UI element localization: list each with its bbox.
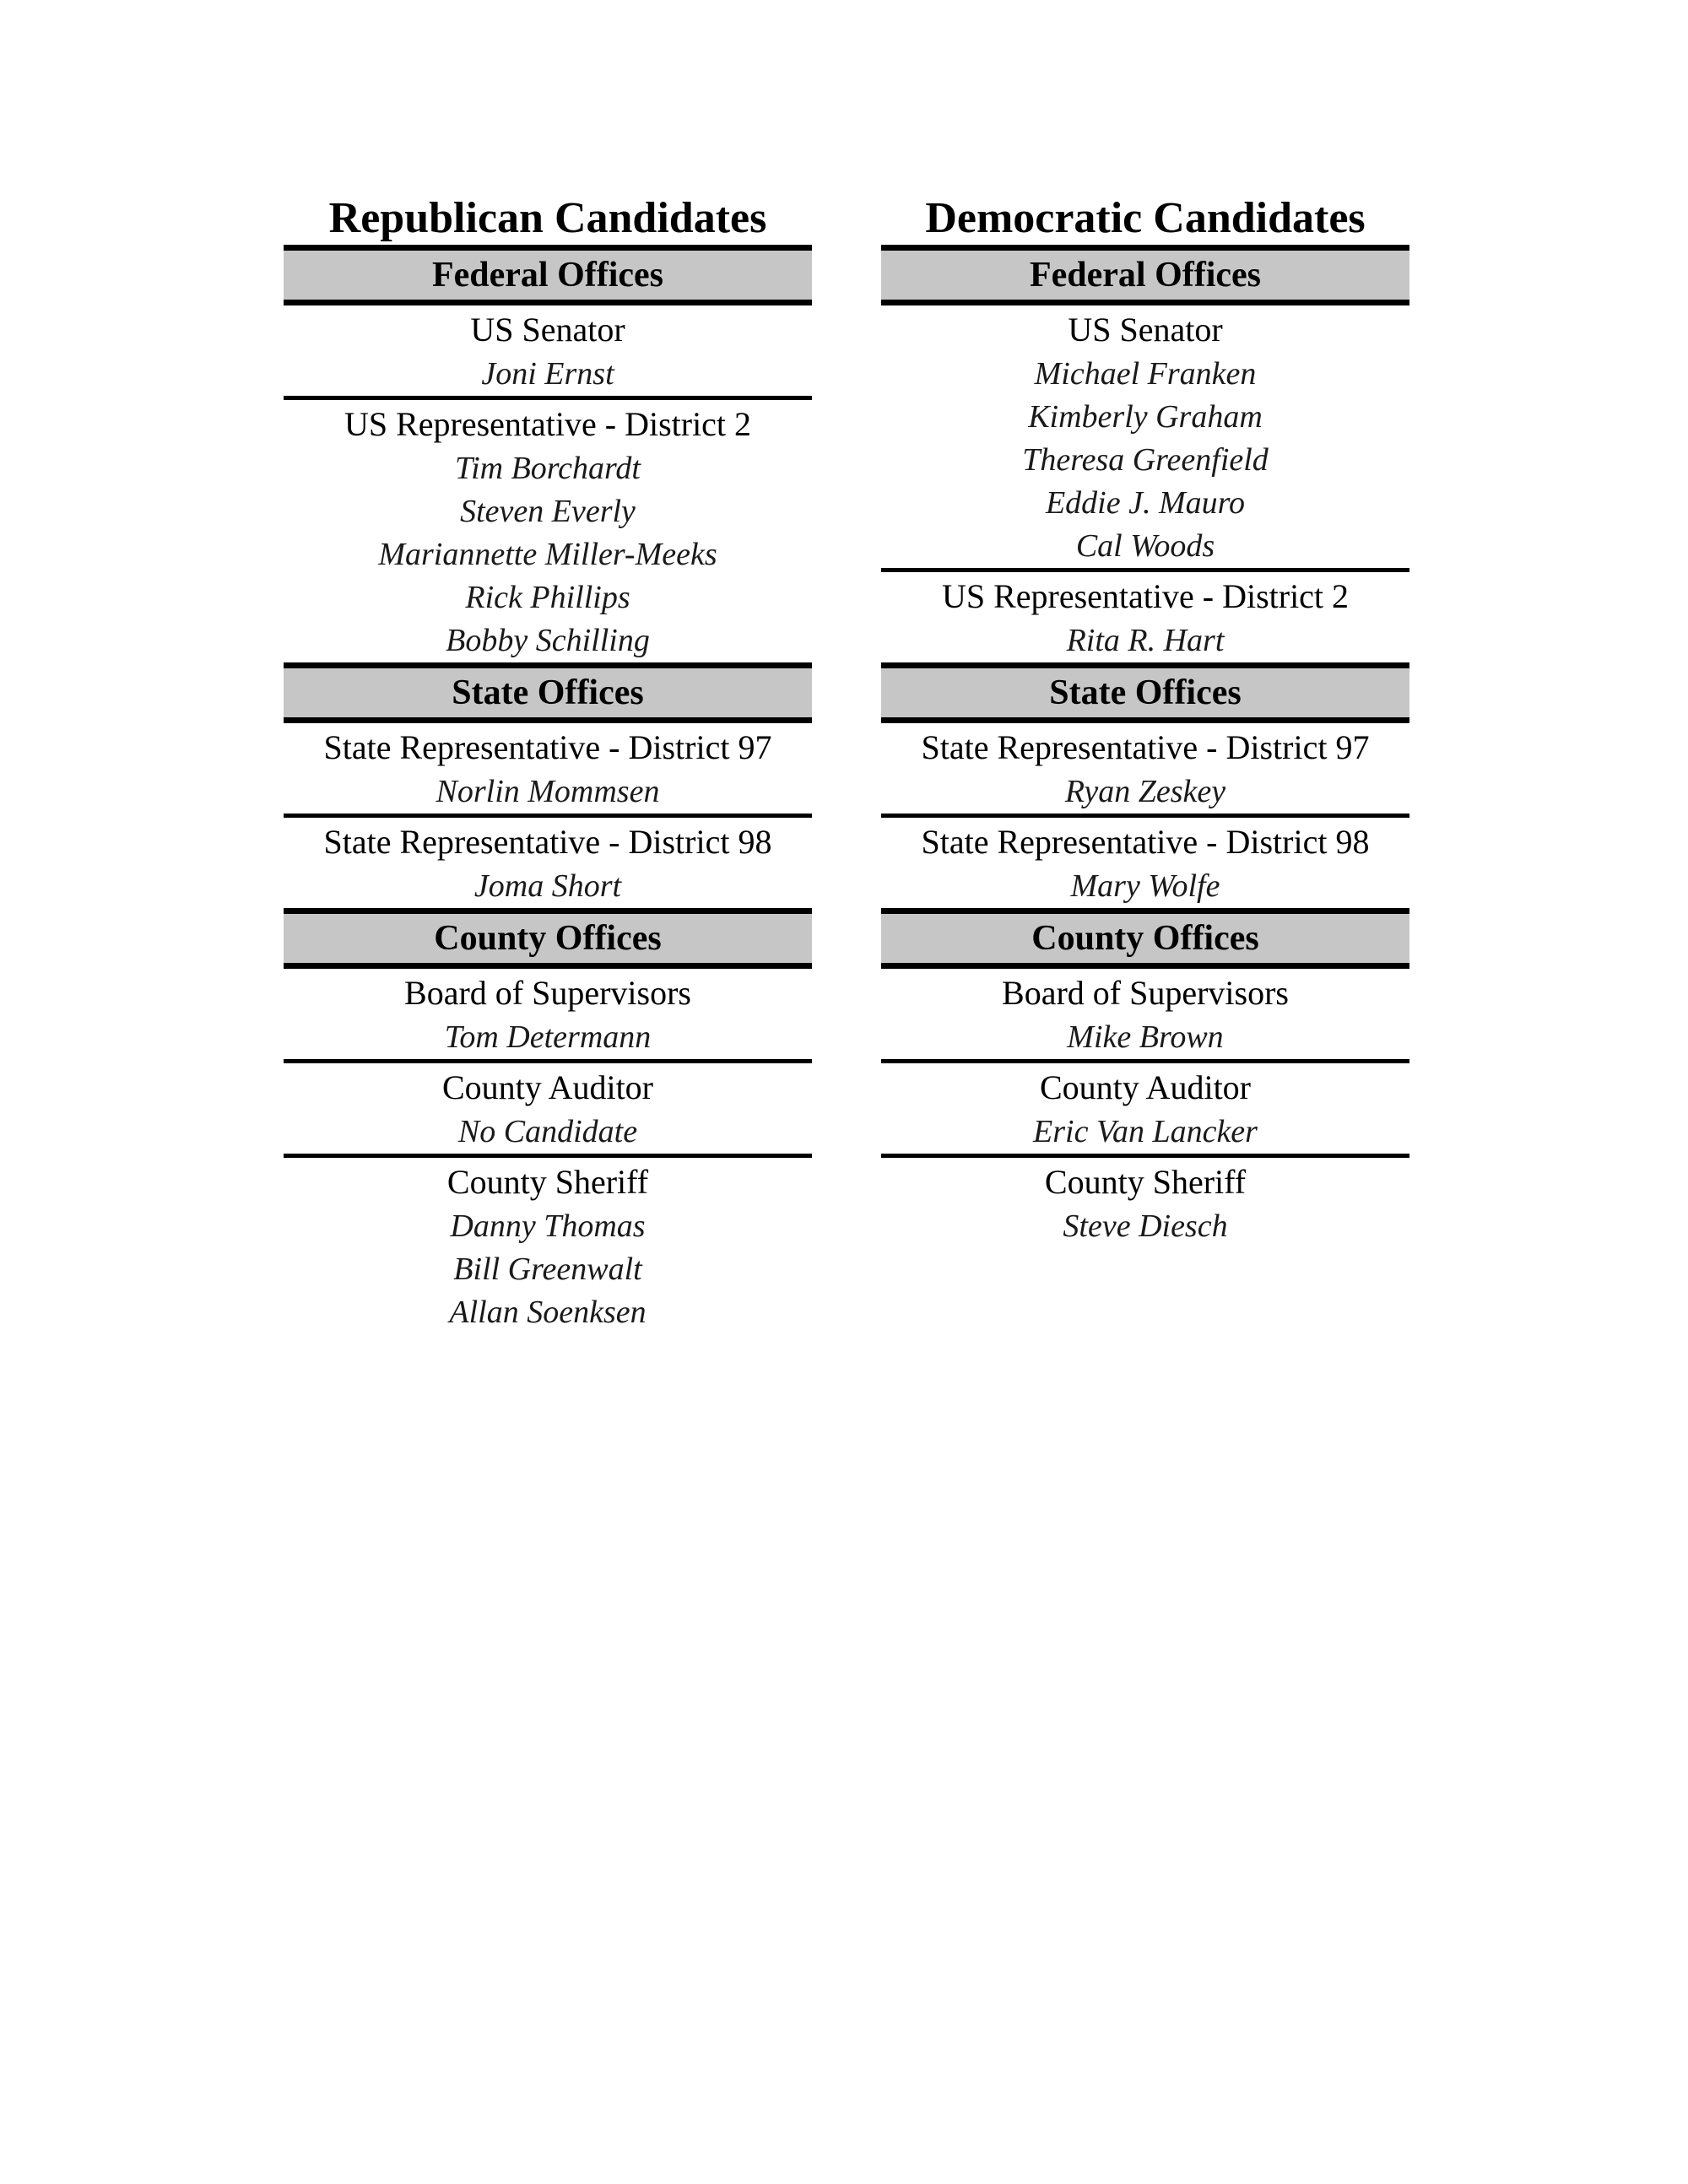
candidate-name: Tim Borchardt [455,451,641,486]
democratic-title: Democratic Candidates [925,194,1366,242]
candidate-name: Ryan Zeskey [1064,774,1226,809]
candidate-name: Michael Franken [1034,356,1257,392]
candidate-name: Eddie J. Mauro [1045,485,1246,521]
democratic-state-header: State Offices [881,662,1409,723]
candidate-name: Allan Soenksen [449,1295,647,1330]
democratic-column [881,192,1409,1248]
office-title: US Senator [1068,311,1223,349]
candidate-name: Joma Short [473,868,622,904]
candidate-name: Mariannette Miller-Meeks [378,537,717,572]
candidate-name: Cal Woods [1075,528,1215,564]
office-title: State Representative - District 97 [921,728,1370,766]
office-title: Board of Supervisors [404,974,691,1012]
republican-office-us-representative [284,396,812,662]
office-title: County Auditor [1039,1068,1252,1106]
candidate-name: Rick Phillips [465,580,630,615]
candidate-name: Mike Brown [1067,1019,1224,1055]
office-title: State Representative - District 98 [921,823,1370,861]
candidate-name: Steven Everly [460,494,636,529]
democratic-office-county-auditor [881,1059,1409,1154]
candidate-name: Eric Van Lancker [1033,1114,1258,1149]
republican-federal-header: Federal Offices [284,245,812,305]
democratic-office-board-of-supervisors [881,969,1409,1059]
candidate-name: Tom Determann [444,1019,652,1055]
democratic-office-us-representative [881,568,1409,662]
democratic-office-state-rep-98 [881,814,1409,908]
office-title: Board of Supervisors [1002,974,1289,1012]
republican-office-state-rep-98 [284,814,812,908]
republican-office-us-senator [284,305,812,396]
candidate-name: No Candidate [457,1114,638,1149]
candidate-name: Mary Wolfe [1070,868,1220,904]
candidate-name: Rita R. Hart [1066,623,1225,658]
office-title: County Sheriff [446,1163,649,1201]
democratic-office-state-rep-97 [881,723,1409,814]
republican-office-board-of-supervisors [284,969,812,1059]
office-title: US Senator [470,311,625,349]
candidate-name: Bobby Schilling [446,623,650,658]
candidate-name: Joni Ernst [481,356,614,392]
republican-state-header: State Offices [284,662,812,723]
republican-title: Republican Candidates [328,194,767,242]
republican-column [284,192,812,1334]
republican-office-state-rep-97 [284,723,812,814]
office-title: US Representative - District 2 [344,405,752,443]
office-title: US Representative - District 2 [941,577,1350,615]
democratic-office-us-senator [881,305,1409,568]
democratic-county-header: County Offices [881,908,1409,969]
candidate-name: Kimberly Graham [1028,399,1263,435]
republican-office-county-auditor [284,1059,812,1154]
candidate-name: Norlin Mommsen [436,774,660,809]
candidate-name: Theresa Greenfield [1022,442,1269,478]
office-title: State Representative - District 97 [323,728,772,766]
office-title: County Sheriff [1044,1163,1247,1201]
candidate-name: Steve Diesch [1063,1208,1228,1244]
republican-county-header: County Offices [284,908,812,969]
office-title: State Representative - District 98 [323,823,772,861]
candidate-name: Bill Greenwalt [453,1251,642,1287]
candidate-name: Danny Thomas [450,1208,646,1244]
office-title: County Auditor [441,1068,654,1106]
democratic-federal-header: Federal Offices [881,245,1409,305]
democratic-office-county-sheriff [881,1154,1409,1248]
republican-office-county-sheriff [284,1154,812,1334]
